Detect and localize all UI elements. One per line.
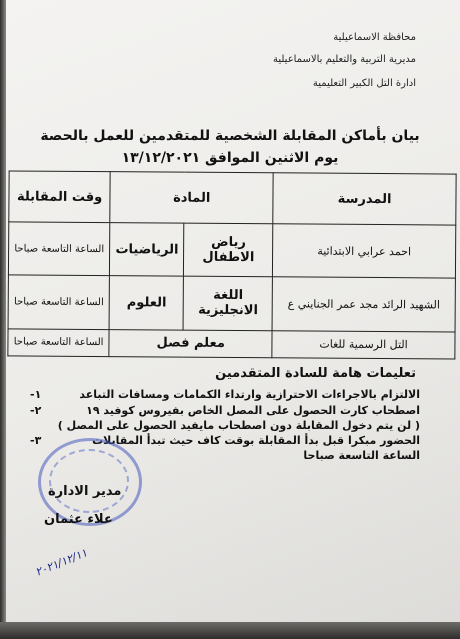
instruction-number: -١ bbox=[30, 388, 42, 401]
instruction-item: ( لن يتم دخول المقابلة دون اصطحاب مايفيد الحصول على المصل ) bbox=[57, 419, 420, 432]
time-cell: الساعة التاسعة صباحا bbox=[8, 328, 110, 356]
school-cell: احمد عرابي الابتدائية bbox=[273, 224, 456, 279]
time-cell: الساعة التاسعة صباحا bbox=[8, 275, 110, 329]
col-time: وقت المقابلة bbox=[9, 171, 111, 223]
school-cell: التل الرسمية للغات bbox=[272, 330, 455, 359]
header-administration: ادارة التل الكبير التعليمية bbox=[312, 78, 416, 89]
subject-cell: الرياضيات bbox=[110, 223, 185, 277]
page-edge-shadow bbox=[0, 0, 6, 639]
instruction-item: الحضور مبكرا قبل بدأ المقابلة بوقت كاف حيث تبدأ المقابلات bbox=[92, 434, 420, 447]
instruction-item: الساعة التاسعة صباحا bbox=[303, 449, 420, 462]
document-date-line: يوم الاثنين الموافق ١٣/١٢/٢٠٢١ bbox=[121, 150, 339, 166]
signature-role: مدير الادارة bbox=[48, 484, 122, 499]
interview-table bbox=[7, 170, 456, 359]
signature-name: علاء عثمان bbox=[44, 512, 113, 527]
stamp-inner-ring bbox=[49, 449, 129, 513]
col-subject: المادة bbox=[110, 172, 273, 224]
subject-cell: معلم فصل bbox=[109, 329, 272, 358]
col-school: المدرسة bbox=[273, 173, 456, 225]
document-title: بيان بأماكن المقابلة الشخصية للمتقدمين للعمل بالحصة bbox=[40, 128, 420, 144]
instruction-number: -٣ bbox=[30, 434, 42, 447]
bottom-dark-strip bbox=[0, 622, 460, 639]
instruction-item: الالتزام بالاجراءات الاحترازية وارتداء الكمامات ومسافات التباعد bbox=[79, 388, 420, 401]
subject-cell: العلوم bbox=[109, 276, 184, 330]
table-row bbox=[8, 328, 455, 359]
table-row bbox=[8, 275, 455, 331]
handwritten-date: ٢٠٢١/١٢/١١ bbox=[33, 546, 90, 579]
table-row bbox=[8, 222, 455, 278]
table-header-row bbox=[9, 171, 456, 225]
instructions-heading: تعليمات هامة للسادة المتقدمين bbox=[215, 366, 416, 381]
header-governorate: محافظة الاسماعيلية bbox=[333, 32, 416, 43]
subject-cell: رياض الاطفال bbox=[184, 223, 273, 277]
time-cell: الساعة التاسعة صباحا bbox=[8, 222, 110, 276]
school-cell: الشهيد الرائد مجد عمر الجنايني ع bbox=[272, 277, 455, 332]
header-directorate: مديرية التربية والتعليم بالاسماعيلية bbox=[272, 54, 416, 65]
subject-cell: اللغة الانجليزية bbox=[184, 276, 273, 330]
instruction-number: -٢ bbox=[30, 404, 42, 417]
instruction-item: اصطحاب كارت الحصول على المصل الخاص بفيروس كوفيد ١٩ bbox=[86, 404, 420, 417]
